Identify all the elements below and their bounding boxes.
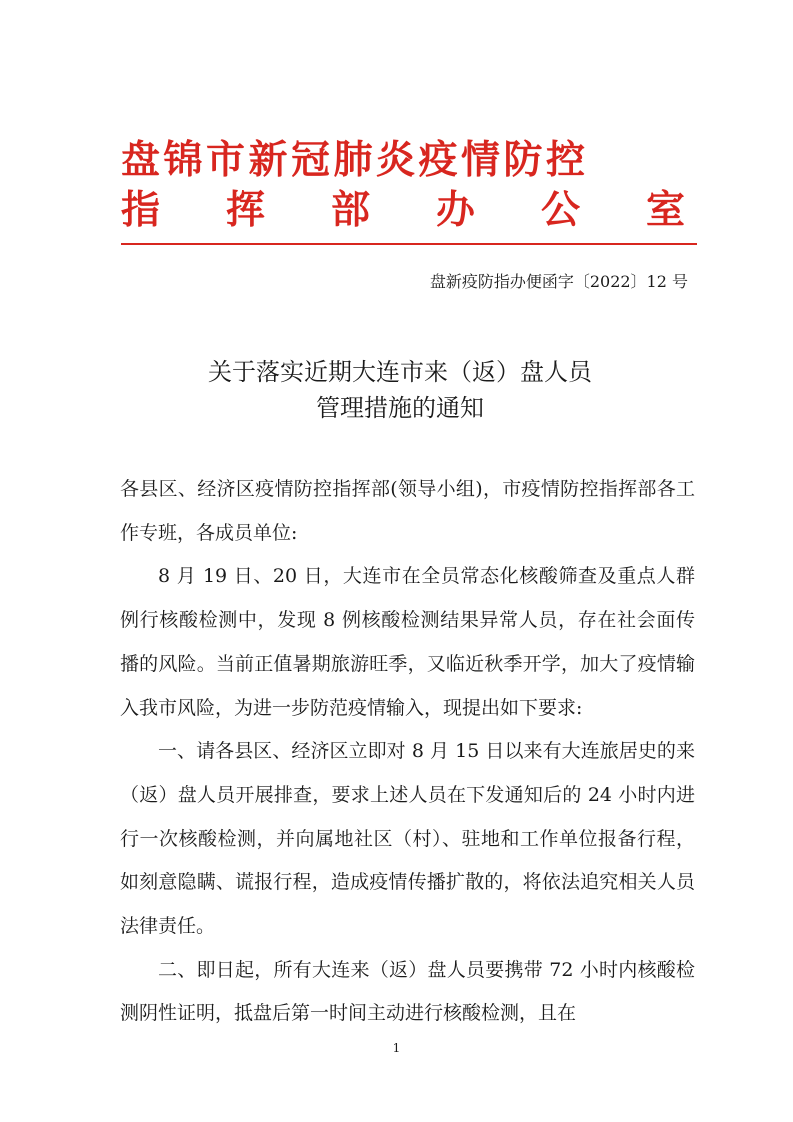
red-header-divider [121,243,697,245]
document-number: 盘新疫防指办便函字〔2022〕12 号 [429,272,688,291]
body-paragraph-background: 8 月 19 日、20 日，大连市在全员常态化核酸筛查及重点人群例行核酸检测中，发现 8 例核酸检测结果异常人员，存在社会面传播的风险。当前正值暑期旅游旺季，又临近秋季开学，加大了疫情输入我市风险，为进一步防范疫情输入，现提出如下要求: [120,565,695,719]
document-body [120,468,695,1036]
document-title-line2: 管理措施的通知 [316,394,484,422]
page-number: 1 [392,1041,401,1055]
body-paragraph-item-1: 一、请各县区、经济区立即对 8 月 15 日以来有大连旅居史的来（返）盘人员开展排查，要求上述人员在下发通知后的 24 小时内进行一次核酸检测，并向属地社区（村）、驻地和工作单位报备行程，如刻意隐瞒、谎报行程，造成疫情传播扩散的，将依法追究相关人员法律责任。 [120,740,695,938]
salutation-paragraph: 各县区、经济区疫情防控指挥部(领导小组)，市疫情防控指挥部各工作专班，各成员单位: [120,478,695,544]
issuing-office-name-line2: 指挥部办公室 [121,188,752,233]
issuing-office-name-line1: 盘锦市新冠肺炎疫情防控 [121,138,589,183]
document-title-line1: 关于落实近期大连市来（返）盘人员 [208,358,592,386]
body-paragraph-item-2: 二、即日起，所有大连来（返）盘人员要携带 72 小时内核酸检测阴性证明，抵盘后第一时间主动进行核酸检测，且在 [120,958,695,1025]
